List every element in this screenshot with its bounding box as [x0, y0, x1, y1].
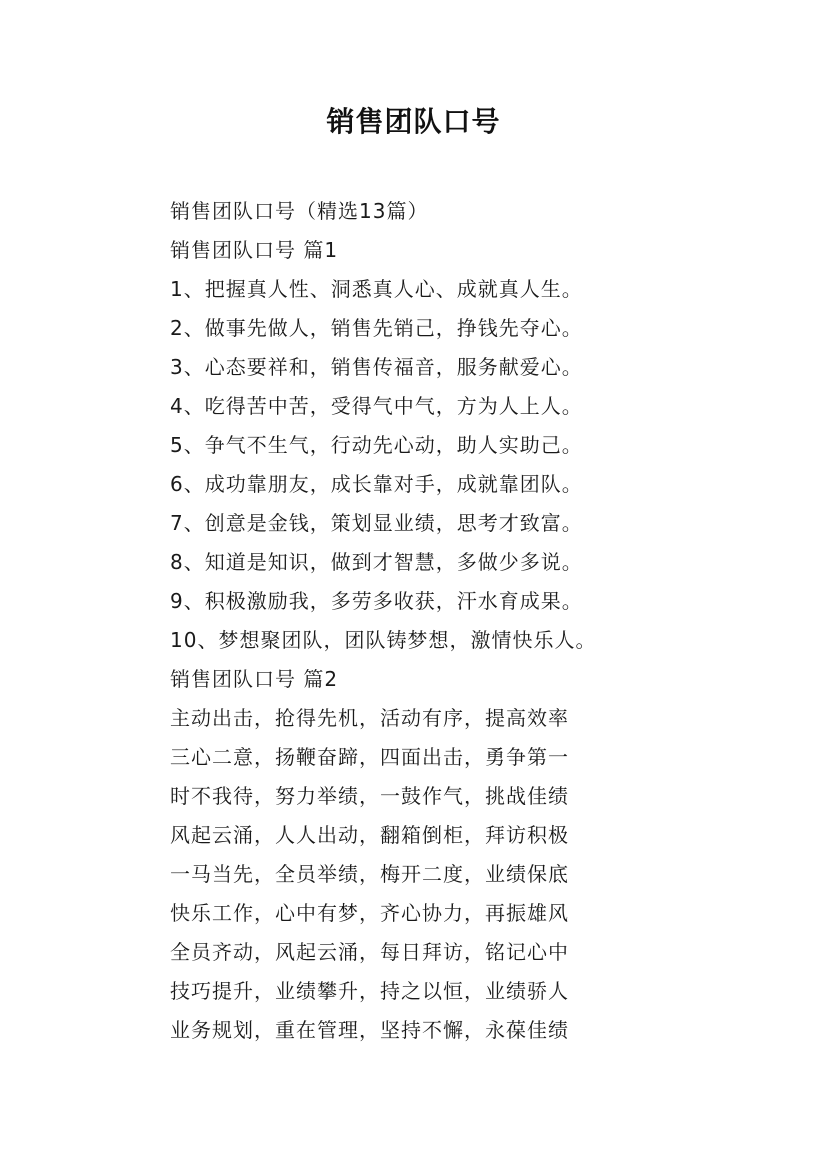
slogan-line: 2、做事先做人，销售先销己，挣钱先夺心。	[170, 316, 583, 340]
slogan-line: 7、创意是金钱，策划显业绩，思考才致富。	[170, 511, 583, 535]
slogan-line: 6、成功靠朋友，成长靠对手，成就靠团队。	[170, 472, 583, 496]
slogan-line: 风起云涌，人人出动，翻箱倒柜，拜访积极	[170, 823, 569, 847]
slogan-line: 技巧提升，业绩攀升，持之以恒，业绩骄人	[170, 979, 569, 1003]
slogan-line: 8、知道是知识，做到才智慧，多做少多说。	[170, 550, 583, 574]
slogan-line: 1、把握真人性、洞悉真人心、成就真人生。	[170, 277, 583, 301]
slogan-line: 时不我待，努力举绩，一鼓作气，挑战佳绩	[170, 784, 569, 808]
slogan-line: 3、心态要祥和，销售传福音，服务献爱心。	[170, 355, 583, 379]
slogan-line: 业务规划，重在管理，坚持不懈，永葆佳绩	[170, 1018, 569, 1042]
slogan-line: 三心二意，扬鞭奋蹄，四面出击，勇争第一	[170, 745, 569, 769]
section-heading-2: 销售团队口号 篇2	[170, 667, 339, 691]
document-title: 销售团队口号	[326, 105, 501, 138]
slogan-line: 主动出击，抢得先机，活动有序，提高效率	[170, 706, 569, 730]
slogan-line: 4、吃得苦中苦，受得气中气，方为人上人。	[170, 394, 583, 418]
slogan-line: 快乐工作，心中有梦，齐心协力，再振雄风	[170, 901, 569, 925]
slogan-line: 10、梦想聚团队，团队铸梦想，激情快乐人。	[170, 628, 597, 652]
slogan-line: 5、争气不生气，行动先心动，助人实助己。	[170, 433, 583, 457]
slogan-line: 9、积极激励我，多劳多收获，汗水育成果。	[170, 589, 583, 613]
slogan-line: 一马当先，全员举绩，梅开二度，业绩保底	[170, 862, 569, 886]
document-body	[170, 196, 670, 1054]
slogan-line: 全员齐动，风起云涌，每日拜访，铭记心中	[170, 940, 569, 964]
heading-main: 销售团队口号（精选13篇）	[170, 199, 429, 223]
section-heading-1: 销售团队口号 篇1	[170, 238, 339, 262]
